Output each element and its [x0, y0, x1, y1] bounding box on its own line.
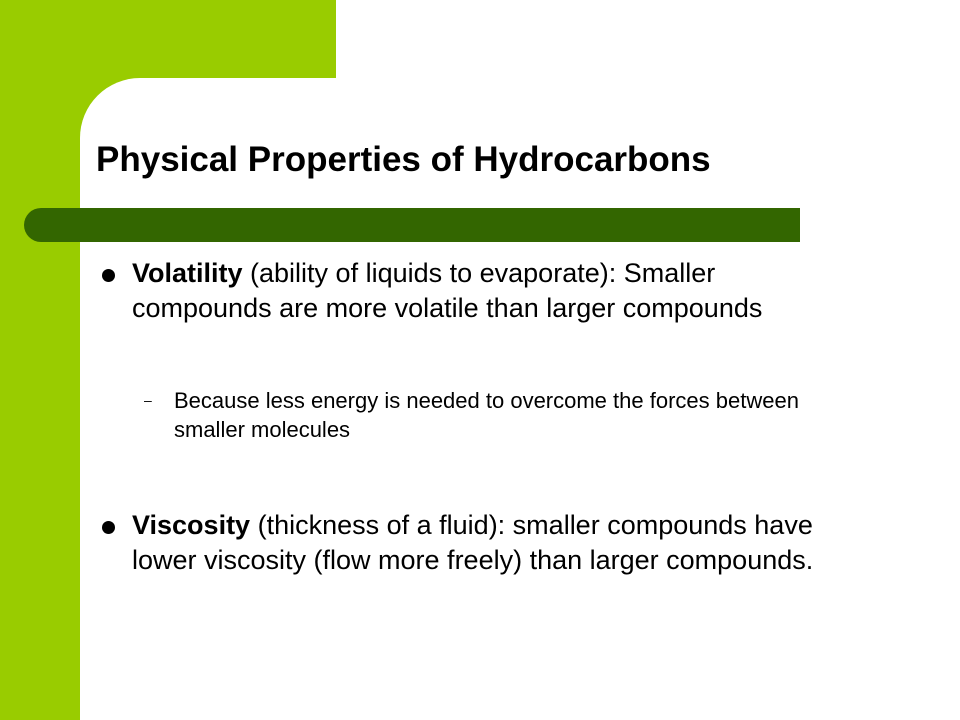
bullet-description: (ability of liquids to evaporate): Smaller compounds are more volatile than larger compounds: [132, 258, 763, 323]
bullet-dot-icon: [102, 521, 115, 534]
title-accent-bar: [24, 208, 800, 242]
bullet-text: [132, 508, 852, 578]
bullet-term: Volatility: [132, 258, 243, 288]
sub-bullet-text: Because less energy is needed to overcome the forces between smaller molecules: [174, 388, 799, 442]
bullet-item-volatility: [132, 256, 852, 326]
sub-bullet-item: [144, 386, 874, 444]
bullet-text: [132, 256, 852, 326]
bullet-term: Viscosity: [132, 510, 251, 540]
bullet-dot-icon: [102, 269, 115, 282]
dash-icon: –: [144, 392, 152, 408]
bullet-item-viscosity: [132, 508, 852, 578]
bullet-description: (thickness of a fluid): smaller compounds have lower viscosity (flow more freely) than larger compounds.: [132, 510, 814, 575]
slide-title: Physical Properties of Hydrocarbons: [96, 140, 711, 179]
